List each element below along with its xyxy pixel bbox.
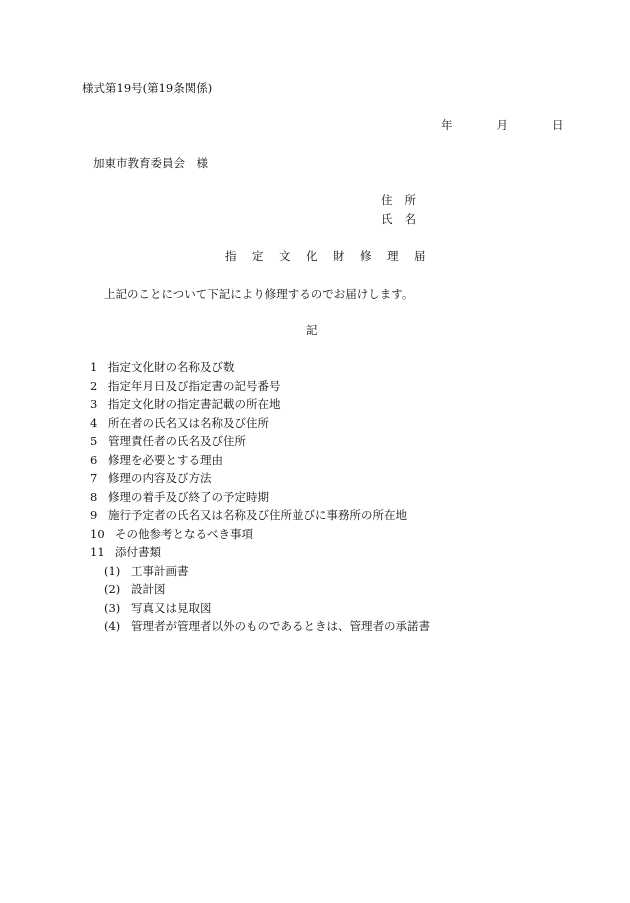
list-item — [90, 545, 430, 564]
item-number: 7 — [90, 471, 98, 485]
list-item — [90, 471, 430, 490]
intro-text: 上記のことについて下記により修理するのでお届けします。 — [104, 287, 414, 301]
date-month: 月 — [496, 118, 508, 132]
attachment-item — [90, 619, 430, 638]
date-day: 日 — [552, 118, 564, 132]
list-item — [90, 490, 430, 509]
attachment-text: 工事計画書 — [131, 563, 189, 578]
attachment-item — [90, 582, 430, 601]
attachment-number: (1) — [104, 563, 121, 578]
item-number: 8 — [90, 489, 98, 504]
date-year: 年 — [441, 118, 453, 132]
ki-heading: 記 — [306, 323, 318, 337]
item-text: 指定年月日及び指定書の記号番号 — [108, 378, 281, 393]
attachment-text: 管理者が管理者以外のものであるときは、管理者の承諾書 — [131, 619, 430, 633]
item-text: 所在者の氏名又は名称及び住所 — [108, 415, 269, 430]
item-number: 11 — [90, 545, 105, 559]
item-text: 添付書類 — [115, 545, 161, 559]
item-number: 4 — [90, 415, 98, 430]
name-label: 氏名 — [381, 212, 428, 226]
list-item — [90, 434, 430, 453]
item-number: 1 — [90, 360, 98, 374]
attachment-number: (4) — [104, 619, 121, 633]
list-item — [90, 453, 430, 472]
item-text: 管理責任者の氏名及び住所 — [108, 434, 246, 448]
document-title: 指定文化財修理届 — [225, 249, 441, 263]
item-number: 10 — [90, 526, 105, 541]
addressee: 加東市教育委員会 様 — [93, 156, 208, 170]
item-number: 3 — [90, 397, 98, 411]
item-text: 施行予定者の氏名又は名称及び住所並びに事務所の所在地 — [108, 508, 407, 522]
list-item — [90, 527, 430, 546]
item-text: その他参考となるべき事項 — [115, 526, 253, 541]
attachment-number: (3) — [104, 600, 121, 615]
item-number: 5 — [90, 434, 98, 448]
attachment-text: 写真又は見取図 — [131, 600, 212, 615]
item-text: 修理の着手及び終了の予定時期 — [108, 489, 269, 504]
attachment-text: 設計図 — [131, 582, 166, 596]
item-text: 修理を必要とする理由 — [108, 452, 223, 467]
attachment-number: (2) — [104, 582, 121, 596]
list-item — [90, 379, 430, 398]
address-label: 住所 — [381, 193, 428, 207]
attachment-item — [90, 564, 430, 583]
date-line — [441, 118, 564, 132]
list-item — [90, 397, 430, 416]
item-number: 6 — [90, 452, 98, 467]
attachment-item — [90, 601, 430, 620]
list-item — [90, 508, 430, 527]
item-number: 9 — [90, 508, 98, 522]
item-text: 指定文化財の指定書記載の所在地 — [108, 397, 281, 411]
item-text: 修理の内容及び方法 — [108, 471, 212, 485]
item-text: 指定文化財の名称及び数 — [108, 360, 235, 374]
list-item — [90, 416, 430, 435]
form-number: 様式第19号(第19条関係) — [82, 81, 213, 95]
item-number: 2 — [90, 378, 98, 393]
item-list — [90, 360, 430, 638]
list-item — [90, 360, 430, 379]
